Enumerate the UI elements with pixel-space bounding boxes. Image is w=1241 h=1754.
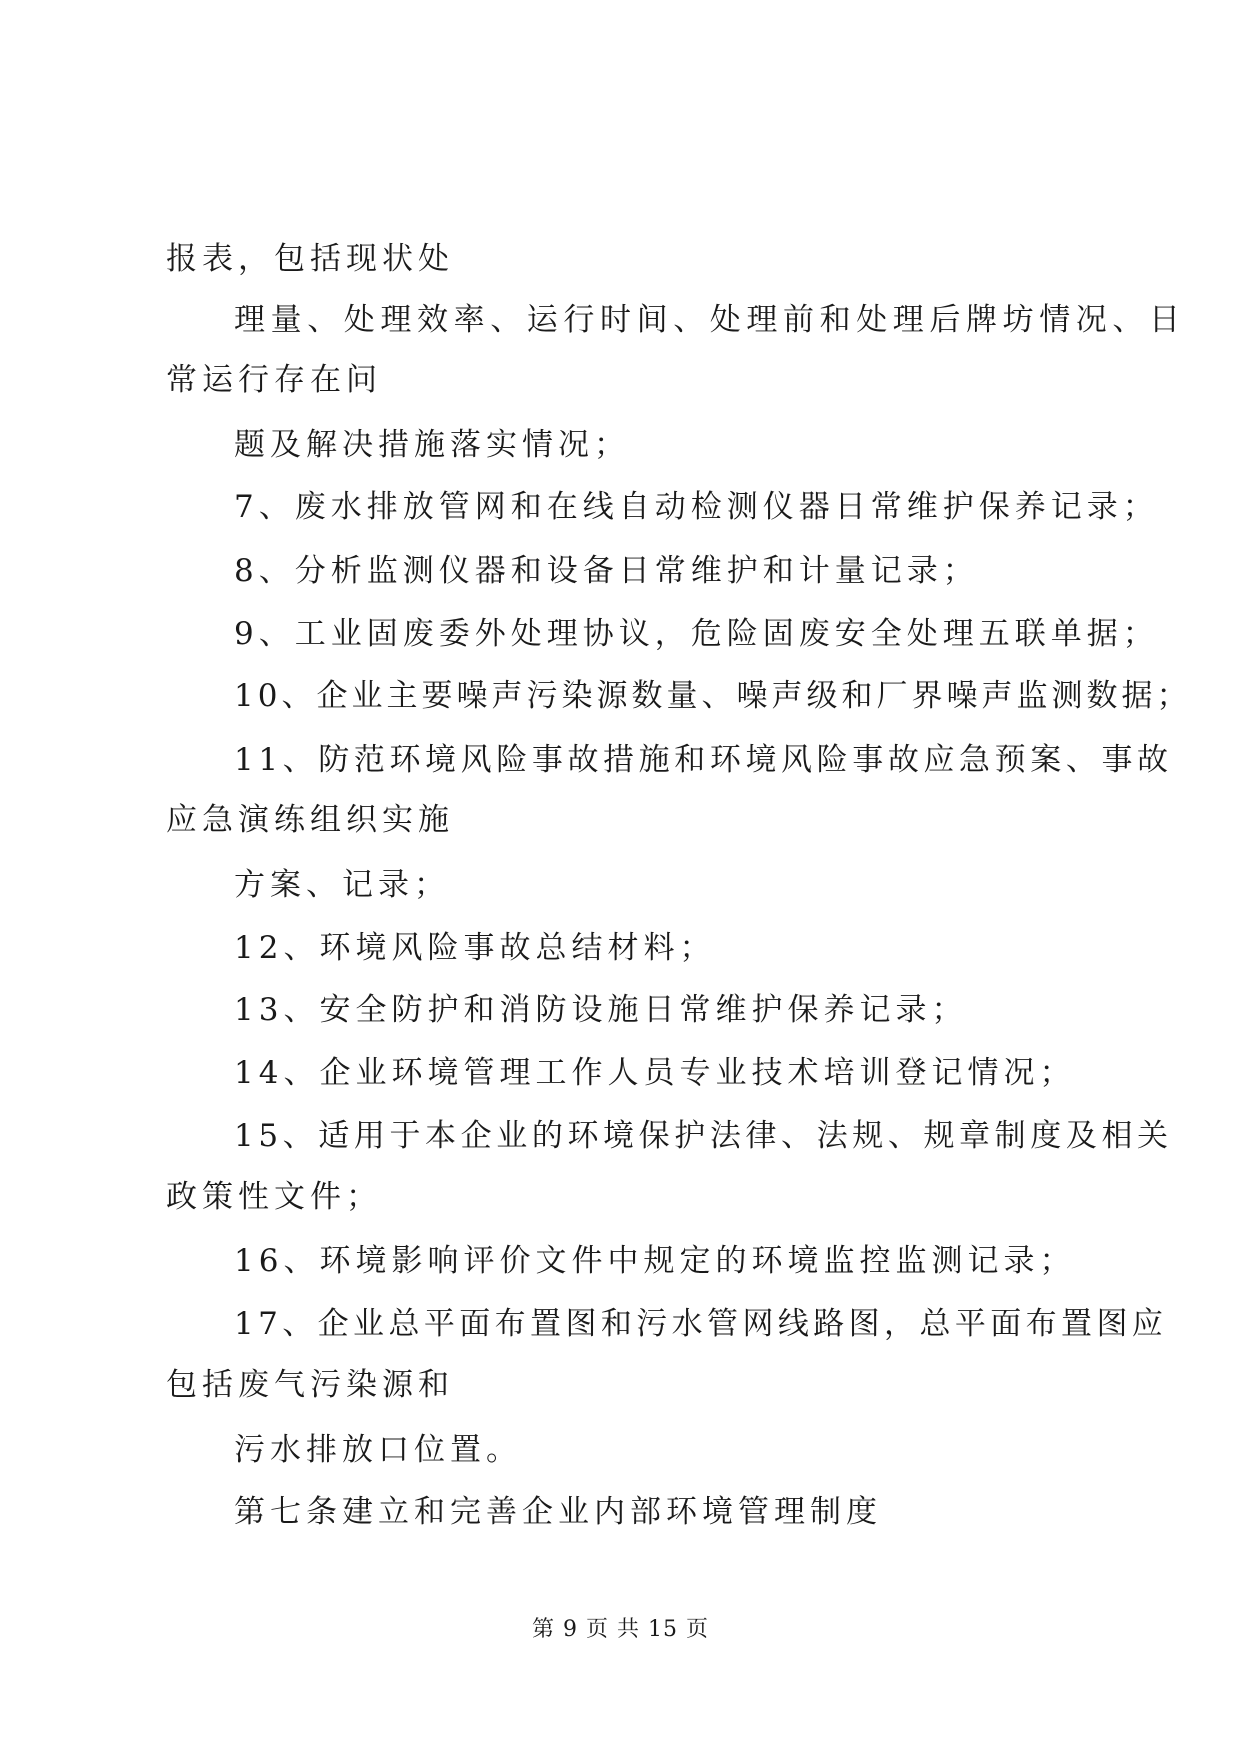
list-item-9: 9、工业固废委外处理协议，危险固废安全处理五联单据；: [234, 616, 1159, 652]
paragraph-line: 应急演练组织实施: [166, 802, 454, 838]
list-item-7: 7、废水排放管网和在线自动检测仪器日常维护保养记录；: [234, 489, 1159, 525]
paragraph-line: 方案、记录；: [234, 867, 450, 903]
list-item-12: 12、环境风险事故总结材料；: [234, 930, 716, 966]
paragraph-line: 污水排放口位置。: [234, 1432, 522, 1468]
list-item-8: 8、分析监测仪器和设备日常维护和计量记录；: [234, 553, 979, 589]
list-item-11: 11、防范环境风险事故措施和环境风险事故应急预案、事故: [234, 742, 1173, 778]
paragraph-line: 包括废气污染源和: [166, 1367, 454, 1403]
list-item-16: 16、环境影响评价文件中规定的环境监控监测记录；: [234, 1243, 1076, 1279]
list-item-17: 17、企业总平面布置图和污水管网线路图，总平面布置图应: [234, 1306, 1168, 1342]
list-item-10: 10、企业主要噪声污染源数量、噪声级和厂界噪声监测数据；: [234, 678, 1192, 714]
list-item-13: 13、安全防护和消防设施日常维护保养记录；: [234, 992, 968, 1028]
paragraph-line: 常运行存在问: [166, 362, 382, 398]
page-footer: 第 9 页 共 15 页: [532, 1617, 709, 1642]
paragraph-line: 报表，包括现状处: [166, 241, 454, 277]
list-item-15: 15、适用于本企业的环境保护法律、法规、规章制度及相关: [234, 1118, 1173, 1154]
list-item-14: 14、企业环境管理工作人员专业技术培训登记情况；: [234, 1055, 1076, 1091]
section-heading: 第七条建立和完善企业内部环境管理制度: [234, 1494, 882, 1530]
paragraph-line: 理量、处理效率、运行时间、处理前和处理后牌坊情况、日: [234, 302, 1186, 338]
paragraph-line: 题及解决措施落实情况；: [234, 427, 630, 463]
paragraph-line: 政策性文件；: [166, 1179, 382, 1215]
